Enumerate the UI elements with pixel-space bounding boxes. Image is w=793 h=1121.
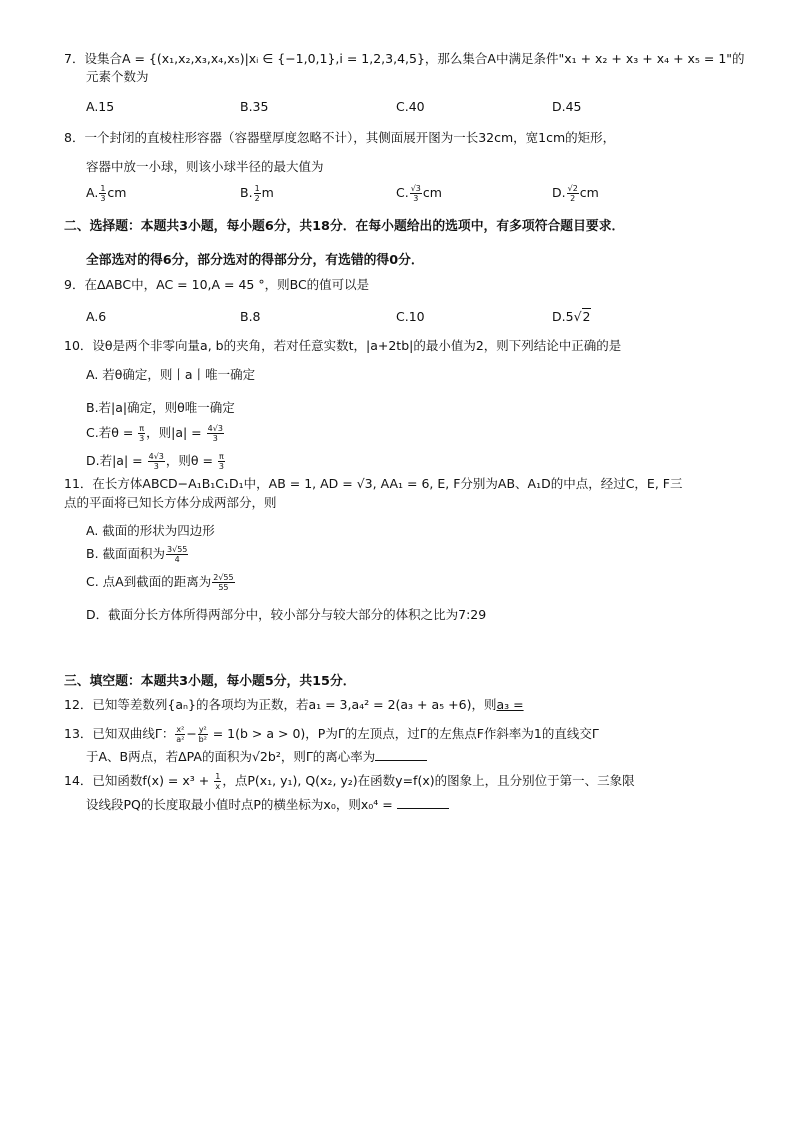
q8-option-a: A. $\frac{1}{3}$ cm <box>86 184 127 203</box>
q13-stem-line1: 13．已知双曲线Γ： $\frac{\text{x²}}{\text{a²}}$ − $\frac{\text{y²}}{\text{b²}}$ = 1(b > a > 0)，P为Γ的左顶点，过Γ的左焦点F作斜率为1的直线交Γ <box>64 725 599 744</box>
q8-stem-line2: 容器中放一小球，则该小球半径的最大值为 <box>86 159 324 174</box>
q7-option-b: B.35 <box>240 99 269 114</box>
q12-stem: 12．已知等差数列{aₙ}的各项均为正数，若a₁ = 3,a₄² = 2(a₃ + a₅ +6)，则a₃ = <box>64 697 524 712</box>
q9-option-b: B.8 <box>240 309 261 324</box>
q10-option-d-fraction-1: $\frac{4√3}{3}$ <box>148 452 164 471</box>
q14-stem-line2: 设线段PQ的长度取最小值时点P的横坐标为x₀，则x₀⁴ = <box>86 796 449 814</box>
q13-fraction-x: $\frac{\text{x²}}{\text{a²}}$ <box>176 725 185 744</box>
q13-stem-line2: 于A、B两点，若ΔPA的面积为√2b²，则Γ的离心率为 <box>86 748 427 766</box>
q8-stem-line1: 8．一个封闭的直棱柱形容器（容器壁厚度忽略不计），其侧面展开图为一长32cm，宽1cm的矩形， <box>64 130 616 145</box>
q11-stem-line2: 点的平面将已知长方体分成两部分，则 <box>64 495 277 510</box>
q9-option-c: C.10 <box>396 309 425 324</box>
q10-option-c: C.若θ = $\frac{\pi}{3}$ ，则|a| = $\frac{4√3}{3}$ <box>86 424 223 443</box>
q9-option-a: A.6 <box>86 309 107 324</box>
q13-answer-blank <box>375 748 427 761</box>
q8-option-d-fraction: $\frac{√2}{2}$ <box>567 184 578 203</box>
q11-option-d: D．截面分长方体所得两部分中，较小部分与较大部分的体积之比为7:29 <box>86 607 487 622</box>
section-2-heading: 二、选择题：本题共3小题，每小题6分，共18分．在每小题给出的选项中，有多项符合题目要求． <box>64 219 625 234</box>
q14-stem-line1: 14．已知函数f(x) = x³ + $\frac{1}{x}$ ，点P(x₁, y₁), Q(x₂, y₂)在函数y=f(x)的图象上，且分别位于第一、三象限 <box>64 772 635 791</box>
q7-option-c: C.40 <box>396 99 425 114</box>
q10-option-a: A. 若θ确定，则丨a丨唯一确定 <box>86 367 256 382</box>
q11-option-b: B. 截面面积为 $\frac{3√55}{4}$ <box>86 545 188 564</box>
q7-stem-line1: 7．设集合A = {(x₁,x₂,x₃,x₄,x₅)|xᵢ ∈ {−1,0,1},i = 1,2,3,4,5}，那么集合A中满足条件"x₁ + x₂ + x₃ + x₄ + x₅ = 1"的 <box>64 51 745 66</box>
q10-stem: 10．设θ是两个非零向量a, b的夹角，若对任意实数t，|a+2tb|的最小值为2，则下列结论中正确的是 <box>64 338 622 353</box>
q13-fraction-y: $\frac{\text{y²}}{\text{b²}}$ <box>198 725 207 744</box>
q9-option-d: D.5√2 <box>552 309 591 324</box>
q11-option-c: C. 点A到截面的距离为 $\frac{2√55}{55}$ <box>86 573 234 592</box>
q10-option-c-fraction-2: $\frac{4√3}{3}$ <box>207 424 223 443</box>
q8-option-d: D. $\frac{√2}{2}$ cm <box>552 184 599 203</box>
q8-option-c-fraction: $\frac{√3}{3}$ <box>410 184 421 203</box>
sqrt-symbol: √ <box>573 309 582 324</box>
q12-answer-label: a₃ = <box>496 697 524 712</box>
q7-stem-line2: 元素个数为 <box>86 69 149 84</box>
q8-option-a-fraction: $\frac{1}{3}$ <box>100 184 106 203</box>
q11-option-b-fraction: $\frac{3√55}{4}$ <box>167 545 188 564</box>
q8-option-b-fraction: $\frac{1}{2}$ <box>254 184 260 203</box>
q8-option-c: C. $\frac{√3}{3}$ cm <box>396 184 442 203</box>
q7-option-a: A.15 <box>86 99 115 114</box>
q11-option-c-fraction: $\frac{2√55}{55}$ <box>213 573 234 592</box>
q7-option-d: D.45 <box>552 99 582 114</box>
section-3-heading: 三、填空题：本题共3小题，每小题5分，共15分． <box>64 674 356 689</box>
q10-option-d: D.若|a| = $\frac{4√3}{3}$ ，则θ = $\frac{\pi}{3}$ <box>86 452 224 471</box>
q10-option-d-fraction-2: $\frac{\pi}{3}$ <box>218 452 224 471</box>
section-2-instructions: 全部选对的得6分，部分选对的得部分分，有选错的得0分． <box>86 253 424 268</box>
q11-option-a: A. 截面的形状为四边形 <box>86 523 215 538</box>
q10-option-c-fraction-1: $\frac{\pi}{3}$ <box>139 424 145 443</box>
q14-answer-blank <box>397 796 449 809</box>
q8-option-b: B. $\frac{1}{2}$ m <box>240 184 274 203</box>
q14-fraction: $\frac{1}{x}$ <box>215 772 221 791</box>
q10-option-b: B.若|a|确定，则θ唯一确定 <box>86 400 235 415</box>
q11-stem-line1: 11．在长方体ABCD−A₁B₁C₁D₁中，AB = 1, AD = √3, AA₁ = 6, E, F分别为AB、A₁D的中点，经过C，E, F三 <box>64 476 683 491</box>
q9-stem: 9．在ΔABC中，AC = 10,A = 45 °，则BC的值可以是 <box>64 277 370 292</box>
